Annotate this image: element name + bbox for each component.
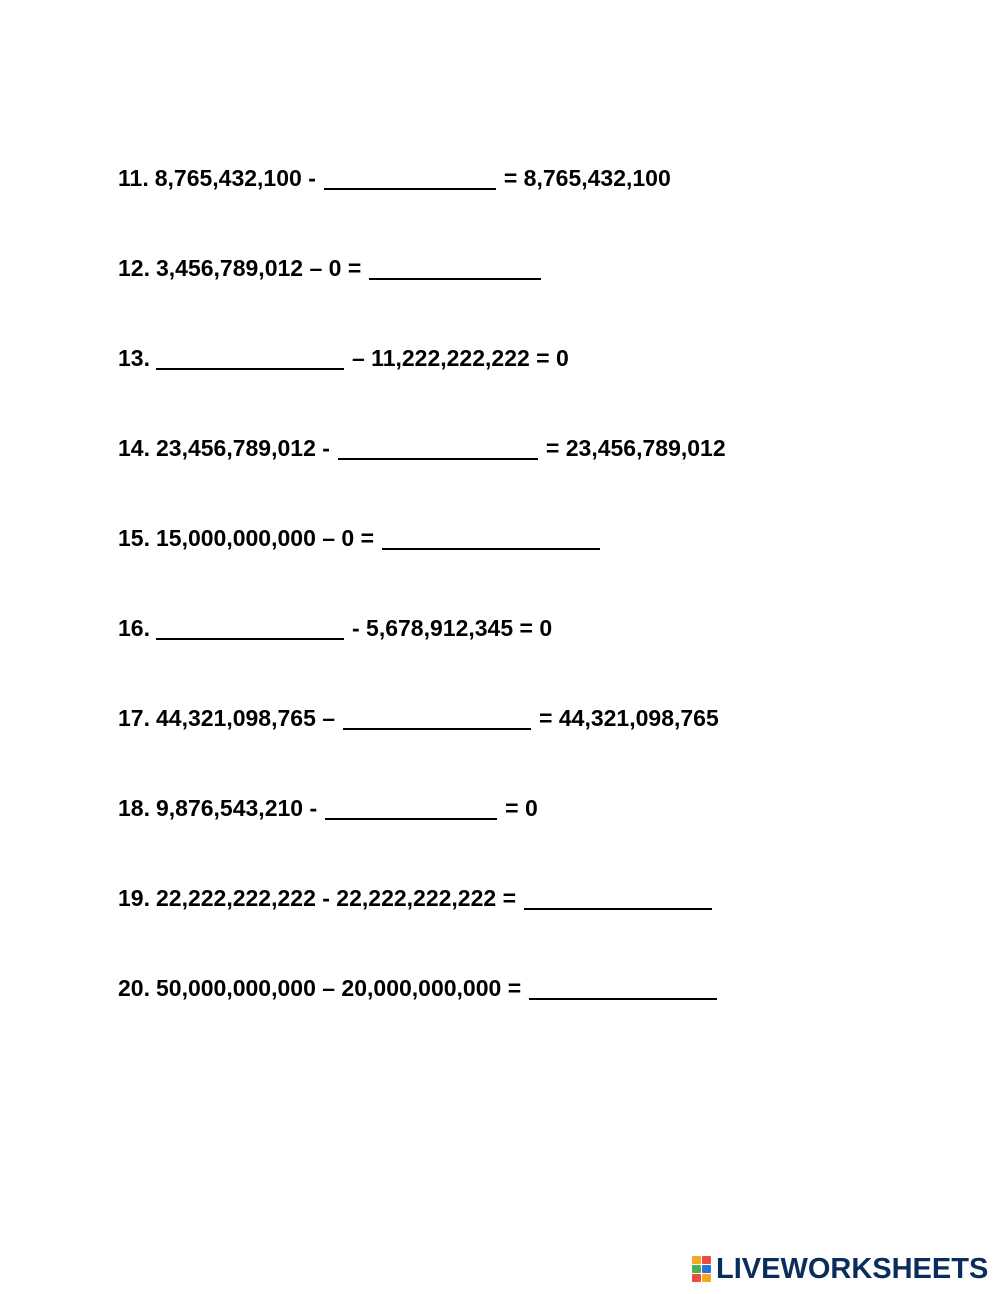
- problem-19: [118, 883, 720, 913]
- problem-15: [118, 523, 608, 553]
- problem-text-before: 15,000,000,000 – 0 =: [155, 525, 375, 551]
- problem-18: [118, 793, 538, 823]
- answer-input-17[interactable]: [343, 706, 531, 730]
- problem-number: 16.: [118, 615, 150, 641]
- problem-number: 15.: [118, 525, 150, 551]
- problem-12: [118, 253, 549, 283]
- problem-text-before: 3,456,789,012 – 0 =: [155, 255, 362, 281]
- problem-number: 12.: [118, 255, 150, 281]
- problem-20: [118, 973, 725, 1003]
- problem-16: [118, 613, 552, 643]
- problem-text-before: 22,222,222,222 - 22,222,222,222 =: [155, 885, 516, 911]
- problem-text-after: = 8,765,432,100: [503, 165, 671, 191]
- problem-13: [118, 343, 569, 373]
- problem-17: [118, 703, 719, 733]
- problem-text-after: = 23,456,789,012: [545, 435, 726, 461]
- problem-number: 20.: [118, 975, 150, 1001]
- problem-text-before: 8,765,432,100 -: [154, 165, 316, 191]
- problem-number: 14.: [118, 435, 150, 461]
- problem-text-after: = 44,321,098,765: [539, 705, 719, 731]
- answer-input-14[interactable]: [338, 436, 538, 460]
- problem-number: 13.: [118, 345, 150, 371]
- problem-number: 18.: [118, 795, 150, 821]
- answer-input-20[interactable]: [529, 976, 717, 1000]
- answer-input-19[interactable]: [524, 886, 712, 910]
- problem-text-before: 44,321,098,765 –: [155, 705, 336, 731]
- problem-text-before: 23,456,789,012 -: [155, 435, 330, 461]
- problem-number: 19.: [118, 885, 150, 911]
- liveworksheets-logo-icon: [692, 1256, 712, 1282]
- answer-input-11[interactable]: [324, 166, 496, 190]
- problem-11: [118, 163, 671, 193]
- answer-input-13[interactable]: [156, 346, 344, 370]
- liveworksheets-logo: [692, 1252, 988, 1286]
- problem-text-after: = 0: [505, 795, 538, 821]
- problem-text-before: 9,876,543,210 -: [155, 795, 318, 821]
- answer-input-16[interactable]: [156, 616, 344, 640]
- answer-input-18[interactable]: [325, 796, 497, 820]
- problem-number: 11.: [118, 165, 149, 191]
- problem-number: 17.: [118, 705, 150, 731]
- answer-input-12[interactable]: [369, 256, 541, 280]
- liveworksheets-logo-text: LIVEWORKSHEETS: [716, 1252, 989, 1285]
- problem-text-after: - 5,678,912,345 = 0: [351, 615, 553, 641]
- problem-14: [118, 433, 726, 463]
- answer-input-15[interactable]: [382, 526, 600, 550]
- problem-text-after: – 11,222,222,222 = 0: [351, 345, 569, 371]
- problem-text-before: 50,000,000,000 – 20,000,000,000 =: [155, 975, 522, 1001]
